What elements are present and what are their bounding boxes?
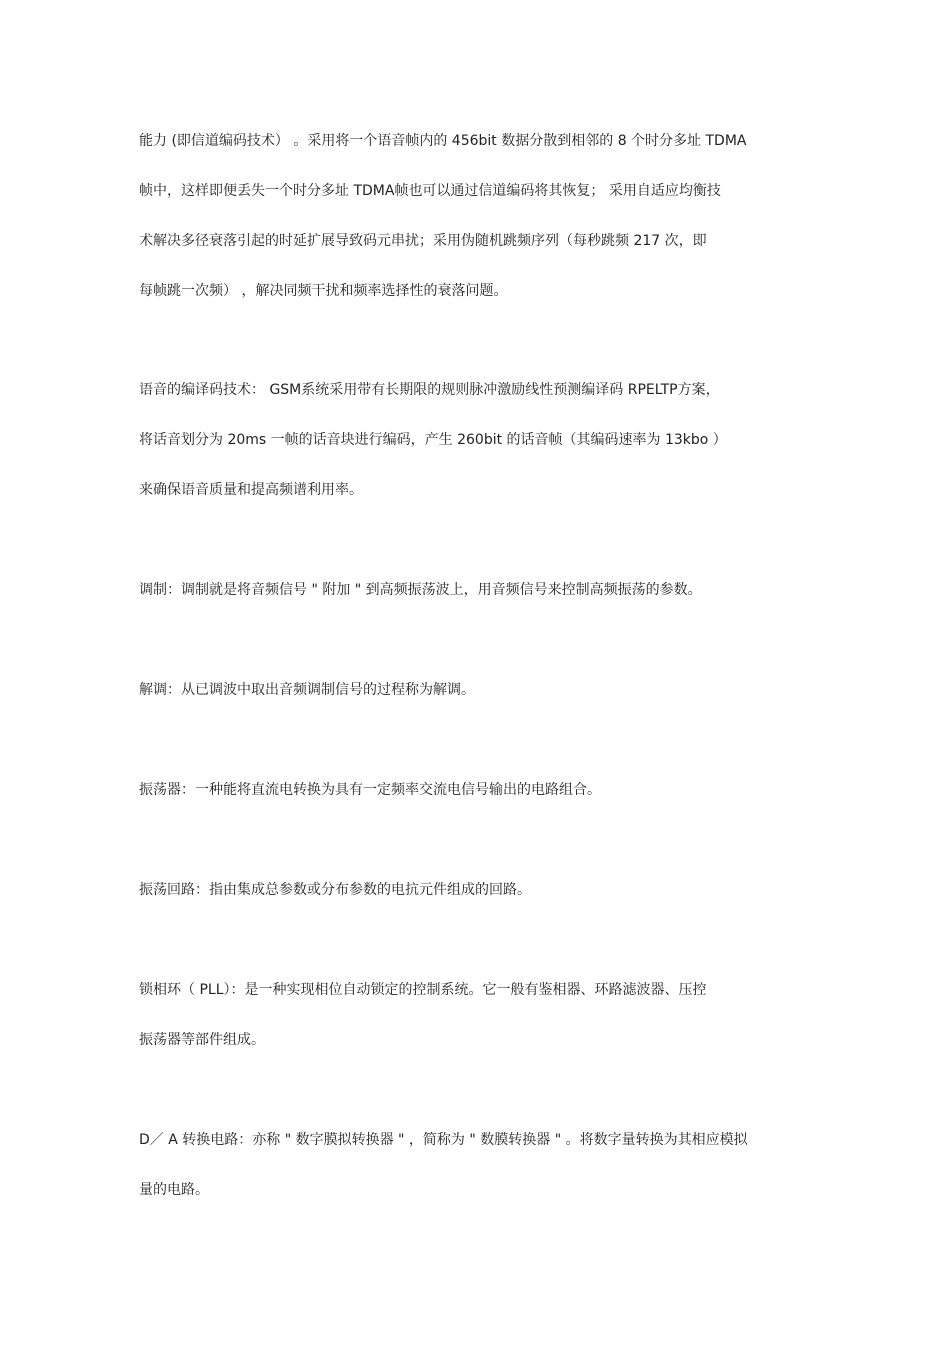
paragraph-2-line-2: 将话音划分为 20ms 一帧的话音块进行编码，产生 260bit 的话音帧（其编码速率为 13kbo ） <box>139 432 727 448</box>
paragraph-1-line-4: 每帧跳一次频） ，解决同频干扰和频率选择性的衰落问题。 <box>139 283 508 299</box>
paragraph-1-line-1: 能力 (即信道编码技术） 。采用将一个语音帧内的 456bit 数据分散到相邻的 8 个时分多址 TDMA <box>139 133 747 149</box>
paragraph-1-line-2: 帧中，这样即便丢失一个时分多址 TDMA帧也可以通过信道编码将其恢复； 采用自适应均衡技 <box>139 183 721 199</box>
paragraph-2-line-1: 语音的编译码技术： GSM系统采用带有长期限的规则脉冲激励线性预测编译码 RPELTP方案， <box>139 382 720 398</box>
paragraph-1-line-3: 术解决多径衰落引起的时延扩展导致码元串扰；采用伪随机跳频序列（每秒跳频 217 次，即 <box>139 233 707 249</box>
paragraph-5-line-1: 振荡器：一种能将直流电转换为具有一定频率交流电信号输出的电路组合。 <box>139 782 601 798</box>
paragraph-8-line-1: D／ A 转换电路：亦称 " 数字膜拟转换器 " ，简称为 " 数膜转换器 " 。将数字量转换为其相应模拟 <box>139 1132 748 1148</box>
paragraph-8-line-2: 量的电路。 <box>139 1182 209 1198</box>
paragraph-2-line-3: 来确保语音质量和提高频谱利用率。 <box>139 482 363 498</box>
paragraph-6-line-1: 振荡回路：指由集成总参数或分布参数的电抗元件组成的回路。 <box>139 882 531 898</box>
paragraph-7-line-1: 锁相环（ PLL）：是一种实现相位自动锁定的控制系统。它一般有鉴相器、环路滤波器、压控 <box>139 982 707 998</box>
paragraph-4-line-1: 解调：从已调波中取出音频调制信号的过程称为解调。 <box>139 682 475 698</box>
paragraph-7-line-2: 振荡器等部件组成。 <box>139 1032 265 1048</box>
paragraph-3-line-1: 调制：调制就是将音频信号 " 附加 " 到高频振荡波上，用音频信号来控制高频振荡的参数。 <box>139 582 702 598</box>
